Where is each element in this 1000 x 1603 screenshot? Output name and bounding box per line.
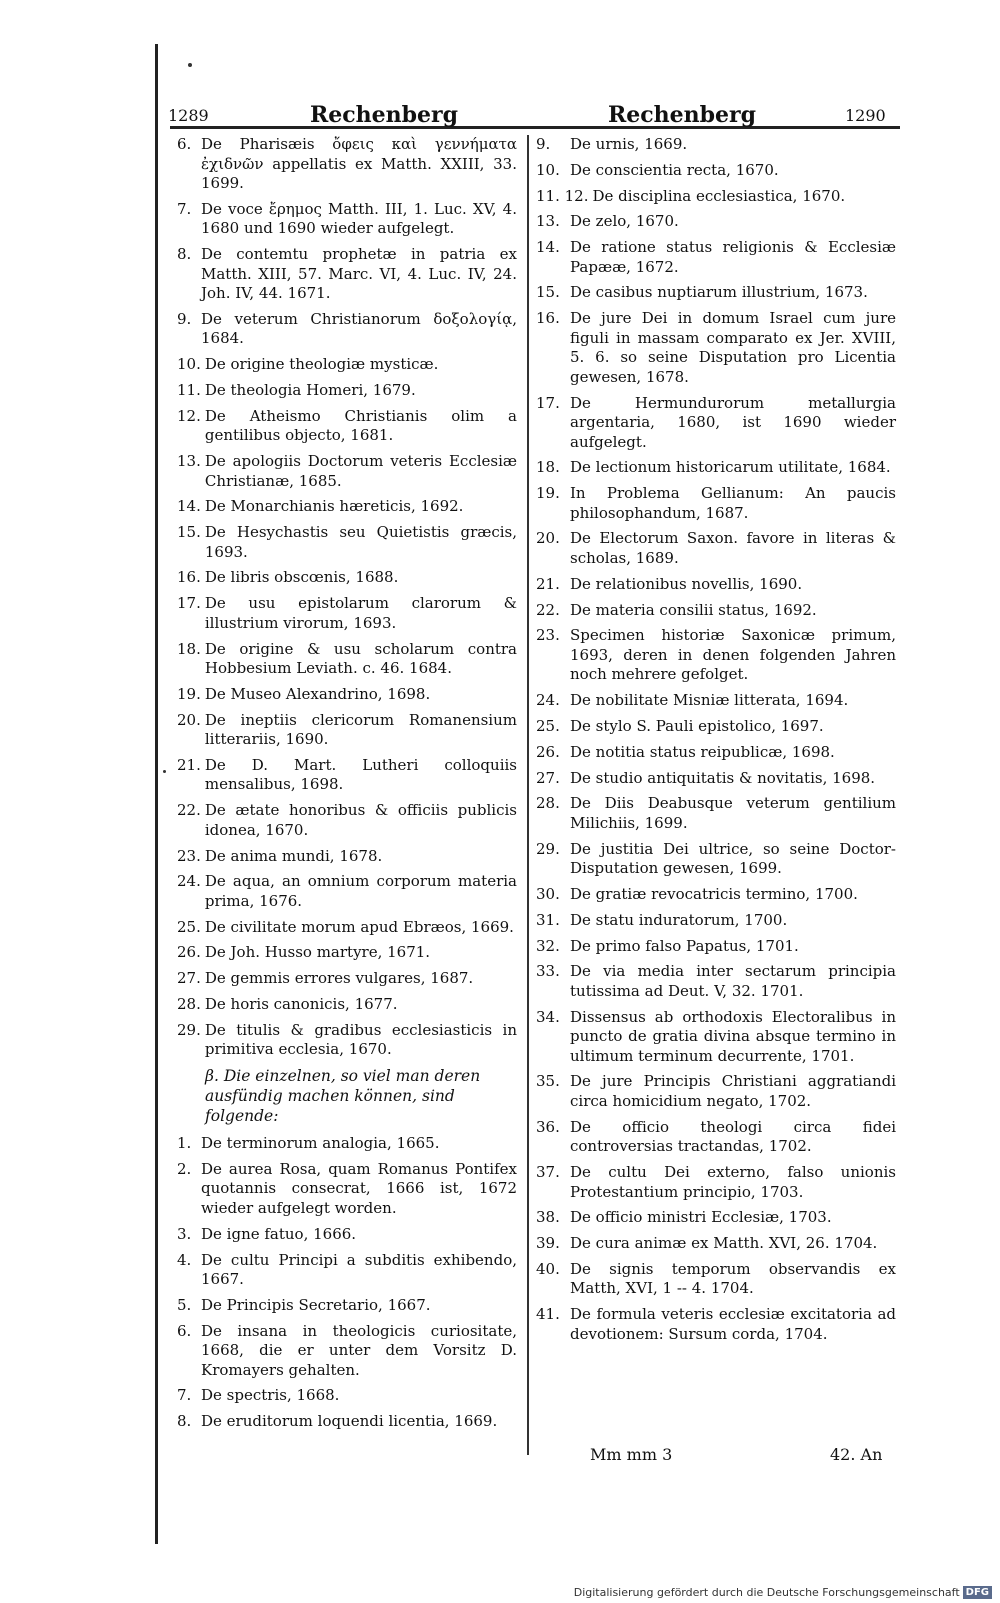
bibliography-entry — [536, 937, 896, 957]
entry-number: 18. — [177, 639, 201, 658]
bibliography-entry — [536, 135, 896, 155]
entry-text: De zelo, 1670. — [570, 212, 679, 231]
entry-text: De Principis Secretario, 1667. — [201, 1295, 431, 1314]
entry-number: 17. — [177, 594, 201, 613]
entry-number: 16. — [177, 568, 201, 587]
bibliography-entry — [177, 1296, 517, 1316]
entry-text: De officio ministri Ecclesiæ, 1703. — [570, 1208, 832, 1227]
entry-number: 35. — [536, 1072, 560, 1091]
bibliography-entry — [177, 245, 517, 304]
entry-text: De Electorum Saxon. favore in literas & scholas, 1689. — [570, 529, 896, 567]
entry-number: 24. — [177, 872, 201, 891]
entry-number: 25. — [177, 917, 201, 936]
entry-text: De notitia status reipublicæ, 1698. — [570, 742, 835, 761]
entry-number: 41. — [536, 1305, 560, 1324]
bibliography-entry — [536, 575, 896, 595]
entry-text: De urnis, 1669. — [570, 135, 688, 153]
entry-text: De stylo S. Pauli epistolico, 1697. — [570, 716, 824, 735]
bibliography-entry — [177, 200, 517, 239]
entry-number: 11. — [177, 380, 201, 399]
entry-text: De ratione status religionis & Ecclesiæ Papææ, 1672. — [570, 238, 896, 276]
entry-number: 31. — [536, 910, 560, 929]
entry-text: De ætate honoribus & officiis publicis idonea, 1670. — [204, 801, 517, 839]
entry-text: De apologiis Doctorum veteris Ecclesiæ Christianæ, 1685. — [204, 452, 517, 490]
entry-text: De insana in theologicis curiositate, 1668, die er unter dem Vorsitz D. Kromayers gehalten. — [201, 1321, 517, 1379]
entry-number: 33. — [536, 962, 560, 981]
entry-text: De Atheismo Christianis olim a gentilibus objecto, 1681. — [204, 406, 517, 445]
running-title-left: Rechenberg — [310, 102, 459, 128]
bibliography-entry — [177, 756, 517, 795]
entry-number: 22. — [536, 600, 560, 619]
entry-text: De D. Mart. Lutheri colloquiis mensalibus, 1698. — [204, 755, 517, 794]
entry-text: De jure Principis Christiani aggratiandi circa homicidium negato, 1702. — [570, 1072, 896, 1110]
entry-text: Specimen historiæ Saxonicæ primum, 1693, deren in denen folgenden Jahren noch mehrere gefolget. — [570, 626, 896, 684]
bibliography-entry — [177, 872, 517, 911]
entry-number: 6. — [177, 1321, 192, 1340]
bibliography-entry — [536, 1163, 896, 1202]
entry-number: 10. — [177, 355, 201, 374]
bibliography-entry — [177, 310, 517, 349]
bibliography-entry — [177, 711, 517, 750]
entry-number: 15. — [536, 283, 560, 302]
entry-text: De aqua, an omnium corporum materia prima, 1676. — [204, 872, 517, 910]
bibliography-entry — [536, 1072, 896, 1111]
bibliography-entry — [177, 801, 517, 840]
entry-text: De studio antiquitatis & novitatis, 1698. — [570, 768, 876, 787]
entry-number: 20. — [536, 529, 560, 548]
entry-text: De theologia Homeri, 1679. — [204, 380, 416, 399]
entry-number: 21. — [177, 755, 201, 774]
right-column — [536, 135, 896, 1351]
entry-text: De formula veteris ecclesiæ excitatoria ad devotionem: Sursum corda, 1704. — [570, 1305, 896, 1343]
page-number-left: 1289 — [168, 106, 209, 125]
bibliography-entry — [536, 161, 896, 181]
bibliography-entry — [536, 962, 896, 1001]
entry-number: 27. — [536, 768, 560, 787]
entry-text: De origine theologiæ mysticæ. — [204, 355, 439, 374]
entry-text: De signis temporum observandis ex Matth, XVI, 1 -- 4. 1704. — [570, 1259, 896, 1298]
entry-number: 18. — [536, 458, 560, 477]
entry-text: De jure Dei in domum Israel cum jure figuli in massam comparato ex Jer. XVIII, 5. 6. so seine Disputation pro Licentia gewesen, 1678. — [570, 309, 896, 386]
entry-number: 14. — [536, 238, 560, 257]
bibliography-entry — [536, 309, 896, 387]
bibliography-entry — [536, 743, 896, 763]
entry-number: 37. — [536, 1163, 560, 1182]
speck — [163, 770, 166, 773]
entry-number: 11. 12. — [536, 186, 589, 205]
entry-number: 13. — [536, 212, 560, 231]
bibliography-entry — [536, 911, 896, 931]
bibliography-entry — [177, 943, 517, 963]
bibliography-entry — [177, 995, 517, 1015]
bibliography-entry — [177, 1021, 517, 1060]
entry-number: 27. — [177, 969, 201, 988]
entry-number: 25. — [536, 716, 560, 735]
entry-text: De nobilitate Misniæ litterata, 1694. — [570, 691, 849, 710]
entry-text: De lectionum historicarum utilitate, 1684. — [570, 458, 891, 477]
entry-text: De relationibus novellis, 1690. — [570, 574, 803, 593]
entry-number: 32. — [536, 936, 560, 955]
bibliography-entry — [177, 1225, 517, 1245]
bibliography-entry — [536, 212, 896, 232]
entry-text: De Hesychastis seu Quietistis græcis, 1693. — [204, 523, 517, 561]
column-divider — [527, 135, 529, 1455]
bibliography-entry — [177, 969, 517, 989]
entry-text: De cultu Dei externo, falso unionis Protestantium principio, 1703. — [570, 1163, 896, 1201]
bibliography-entry — [177, 847, 517, 867]
page-number-right: 1290 — [845, 106, 886, 125]
entry-text: De contemtu prophetæ in patria ex Matth. XIII, 57. Marc. VI, 4. Luc. IV, 24. Joh. IV, 44. 1671. — [201, 245, 517, 303]
entry-number: 16. — [536, 309, 560, 328]
entry-text: De cura animæ ex Matth. XVI, 26. 1704. — [570, 1234, 878, 1253]
bibliography-entry — [536, 1008, 896, 1067]
entry-text: De spectris, 1668. — [201, 1386, 340, 1405]
bibliography-entry — [177, 381, 517, 401]
entry-number: 23. — [177, 846, 201, 865]
entry-text: De disciplina ecclesiastica, 1670. — [592, 186, 846, 205]
credit-text: Digitalisierung gefördert durch die Deutsche Forschungsgemeinschaft — [573, 1586, 960, 1599]
bibliography-entry — [536, 601, 896, 621]
entry-text: De justitia Dei ultrice, so seine Doctor-Disputation gewesen, 1699. — [570, 839, 896, 878]
bibliography-entry — [536, 1260, 896, 1299]
entry-number: 5. — [177, 1295, 192, 1314]
entry-number: 7. — [177, 199, 192, 218]
entry-text: De primo falso Papatus, 1701. — [570, 936, 799, 955]
entry-text: De libris obscœnis, 1688. — [204, 568, 399, 587]
entry-text: De origine & usu scholarum contra Hobbesium Leviath. c. 46. 1684. — [204, 639, 517, 678]
bibliography-entry — [177, 568, 517, 588]
entry-text: De Museo Alexandrino, 1698. — [204, 684, 431, 703]
bibliography-entry — [536, 1118, 896, 1157]
bibliography-entry — [536, 1305, 896, 1344]
entry-number: 14. — [177, 497, 201, 516]
bibliography-entry — [536, 769, 896, 789]
entry-number: 17. — [536, 393, 560, 412]
bibliography-entry — [177, 1251, 517, 1290]
bibliography-entry — [177, 918, 517, 938]
header-rule — [170, 126, 900, 129]
entry-text: De terminorum analogia, 1665. — [201, 1134, 440, 1153]
bibliography-entry — [177, 523, 517, 562]
left-margin-rule — [155, 44, 158, 1544]
entry-text: De Joh. Husso martyre, 1671. — [204, 943, 431, 962]
entry-text: De anima mundi, 1678. — [204, 846, 383, 865]
entry-text: De igne fatuo, 1666. — [201, 1224, 357, 1243]
entry-text: In Problema Gellianum: An paucis philosophandum, 1687. — [570, 484, 896, 522]
entry-number: 13. — [177, 452, 201, 471]
entry-number: 3. — [177, 1224, 192, 1243]
entry-number: 20. — [177, 710, 201, 729]
entry-text: De gratiæ revocatricis termino, 1700. — [570, 884, 858, 903]
entry-number: 12. — [177, 406, 201, 425]
entry-number: 2. — [177, 1159, 192, 1178]
entry-number: 10. — [536, 160, 560, 179]
bibliography-entry — [536, 717, 896, 737]
bibliography-entry — [536, 1234, 896, 1254]
entry-text: De eruditorum loquendi licentia, 1669. — [201, 1412, 498, 1431]
dfg-logo: DFG — [963, 1586, 992, 1599]
entry-number: 15. — [177, 523, 201, 542]
entry-number: 23. — [536, 626, 560, 645]
bibliography-entry — [536, 238, 896, 277]
signature-mark: Mm mm 3 — [590, 1445, 673, 1464]
bibliography-entry — [177, 135, 517, 194]
entry-number: 29. — [536, 839, 560, 858]
bibliography-entry — [177, 1412, 517, 1432]
bibliography-entry — [536, 691, 896, 711]
entry-text: De officio theologi circa fidei controversias tractandas, 1702. — [570, 1117, 896, 1156]
entry-text: De statu induratorum, 1700. — [570, 910, 788, 929]
entry-number: 24. — [536, 691, 560, 710]
entry-number: 1. — [177, 1134, 192, 1153]
entry-number: 29. — [177, 1020, 201, 1039]
entry-number: 34. — [536, 1007, 560, 1026]
bibliography-entry — [536, 283, 896, 303]
bibliography-entry — [177, 640, 517, 679]
entry-number: 6. — [177, 135, 192, 153]
entry-number: 9. — [177, 309, 192, 328]
bibliography-entry — [177, 1160, 517, 1219]
bibliography-entry — [536, 626, 896, 685]
entry-text: De civilitate morum apud Ebræos, 1669. — [204, 917, 514, 936]
entry-number: 26. — [177, 943, 201, 962]
bibliography-entry — [536, 840, 896, 879]
entry-text: De via media inter sectarum principia tutissima ad Deut. V, 32. 1701. — [570, 962, 896, 1000]
entry-number: 8. — [177, 1412, 192, 1431]
entry-number: 40. — [536, 1259, 560, 1278]
bibliography-entry — [536, 529, 896, 568]
entry-number: 38. — [536, 1208, 560, 1227]
entry-text: De Pharisæis ὄφεις καὶ γεννήματα ἐχιδνῶν appellatis ex Matth. XXIII, 33. 1699. — [201, 135, 517, 192]
entry-text: De horis canonicis, 1677. — [204, 995, 398, 1014]
section-subheading: β. Die einzelnen, so viel man deren ausfündig machen können, sind folgende: — [205, 1067, 481, 1126]
entry-number: 9. — [536, 135, 551, 153]
entry-text: De veterum Christianorum δοξολογίᾳ, 1684. — [201, 309, 517, 348]
bibliography-entry — [177, 452, 517, 491]
entry-text: De conscientia recta, 1670. — [570, 160, 779, 179]
left-column — [177, 135, 517, 1438]
bibliography-entry — [536, 394, 896, 453]
entry-number: 36. — [536, 1117, 560, 1136]
bibliography-entry — [177, 594, 517, 633]
entry-number: 4. — [177, 1250, 192, 1269]
running-title-right: Rechenberg — [608, 102, 757, 128]
catchword: 42. An — [830, 1445, 883, 1464]
entry-text: De materia consilii status, 1692. — [570, 600, 817, 619]
speck — [188, 63, 192, 67]
digitization-credit — [574, 1586, 992, 1599]
bibliography-entry — [536, 458, 896, 478]
entry-text: De Diis Deabusque veterum gentilium Milichiis, 1699. — [570, 794, 896, 832]
bibliography-entry — [536, 885, 896, 905]
entry-text: De gemmis errores vulgares, 1687. — [204, 969, 474, 988]
entry-text: De voce ἔρημος Matth. III, 1. Luc. XV, 4. 1680 und 1690 wieder aufgelegt. — [201, 199, 517, 238]
bibliography-entry — [177, 1322, 517, 1381]
bibliography-entry — [177, 685, 517, 705]
entry-text: De Hermundurorum metallurgia argentaria, 1680, ist 1690 wieder aufgelegt. — [570, 393, 896, 451]
entry-number: 21. — [536, 574, 560, 593]
entry-number: 7. — [177, 1386, 192, 1405]
entry-text: De cultu Principi a subditis exhibendo, 1667. — [201, 1250, 517, 1289]
entry-text: De usu epistolarum clarorum & illustrium virorum, 1693. — [204, 594, 517, 632]
entry-text: De aurea Rosa, quam Romanus Pontifex quotannis consecrat, 1666 ist, 1672 wieder aufgelegt worden. — [201, 1159, 517, 1217]
bibliography-entry — [177, 1386, 517, 1406]
entry-number: 30. — [536, 884, 560, 903]
entry-number: 28. — [536, 794, 560, 813]
entry-number: 22. — [177, 801, 201, 820]
entry-text: De titulis & gradibus ecclesiasticis in primitiva ecclesia, 1670. — [204, 1020, 517, 1059]
entry-number: 19. — [536, 484, 560, 503]
bibliography-entry — [536, 1208, 896, 1228]
bibliography-entry — [536, 484, 896, 523]
entry-number: 39. — [536, 1234, 560, 1253]
entry-number: 26. — [536, 742, 560, 761]
bibliography-entry — [177, 407, 517, 446]
entry-text: De Monarchianis hæreticis, 1692. — [204, 497, 464, 516]
bibliography-entry — [177, 497, 517, 517]
entry-number: 19. — [177, 684, 201, 703]
entry-text: Dissensus ab orthodoxis Electoralibus in puncto de gratia divina absque termino in ultimum terminum decurrente, 1701. — [570, 1007, 896, 1065]
entry-number: 28. — [177, 995, 201, 1014]
bibliography-entry — [177, 355, 517, 375]
bibliography-entry — [177, 1134, 517, 1154]
bibliography-entry — [536, 794, 896, 833]
entry-number: 8. — [177, 245, 192, 264]
bibliography-entry — [536, 187, 896, 207]
entry-text: De ineptiis clericorum Romanensium litterariis, 1690. — [204, 710, 517, 749]
entry-text: De casibus nuptiarum illustrium, 1673. — [570, 283, 868, 302]
